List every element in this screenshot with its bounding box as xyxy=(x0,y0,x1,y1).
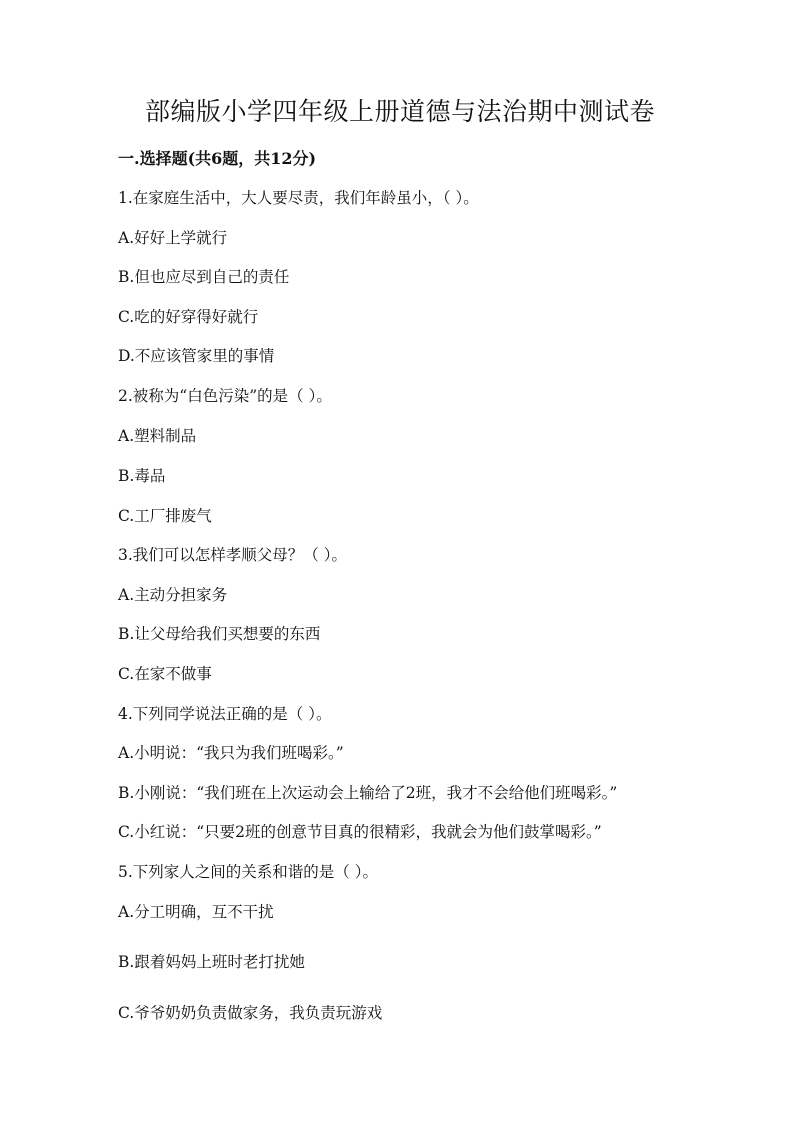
question-2-option-b: B.毒品 xyxy=(118,467,166,485)
question-2-option-a: A.塑料制品 xyxy=(118,427,197,445)
question-4-stem: 4.下列同学说法正确的是（ ）。 xyxy=(118,705,332,723)
question-3-option-b: B.让父母给我们买想要的东西 xyxy=(118,625,321,643)
question-1-stem: 1.在家庭生活中，大人要尽责，我们年龄虽小，（ ）。 xyxy=(118,189,479,207)
question-1-option-c: C.吃的好穿得好就行 xyxy=(118,308,259,326)
question-5-option-b: B.跟着妈妈上班时老打扰她 xyxy=(118,953,305,971)
question-3-option-c: C.在家不做事 xyxy=(118,665,212,683)
question-1-option-d: D.不应该管家里的事情 xyxy=(118,347,275,365)
question-3-stem: 3.我们可以怎样孝顺父母？（ ）。 xyxy=(118,546,347,564)
question-3-option-a: A.主动分担家务 xyxy=(118,586,228,604)
question-1-option-a: A.好好上学就行 xyxy=(118,229,228,247)
question-4-option-a: A.小明说：“我只为我们班喝彩。” xyxy=(118,744,344,762)
question-1-option-b: B.但也应尽到自己的责任 xyxy=(118,268,290,286)
section-heading: 一.选择题(共6题，共12分) xyxy=(118,149,317,168)
question-2-option-c: C.工厂排废气 xyxy=(118,507,212,525)
question-5-option-a: A.分工明确，互不干扰 xyxy=(118,903,274,921)
question-4-option-b: B.小刚说：“我们班在上次运动会上输给了2班，我才不会给他们班喝彩。” xyxy=(118,784,618,802)
question-5-stem: 5.下列家人之间的关系和谐的是（ ）。 xyxy=(118,863,378,881)
question-4-option-c: C.小红说：“只要2班的创意节目真的很精彩，我就会为他们鼓掌喝彩。” xyxy=(118,823,602,841)
question-2-stem: 2.被称为“白色污染”的是（ ）。 xyxy=(118,387,332,405)
question-5-option-c: C.爷爷奶奶负责做家务，我负责玩游戏 xyxy=(118,1004,383,1022)
page-title: 部编版小学四年级上册道德与法治期中测试卷 xyxy=(144,97,655,126)
